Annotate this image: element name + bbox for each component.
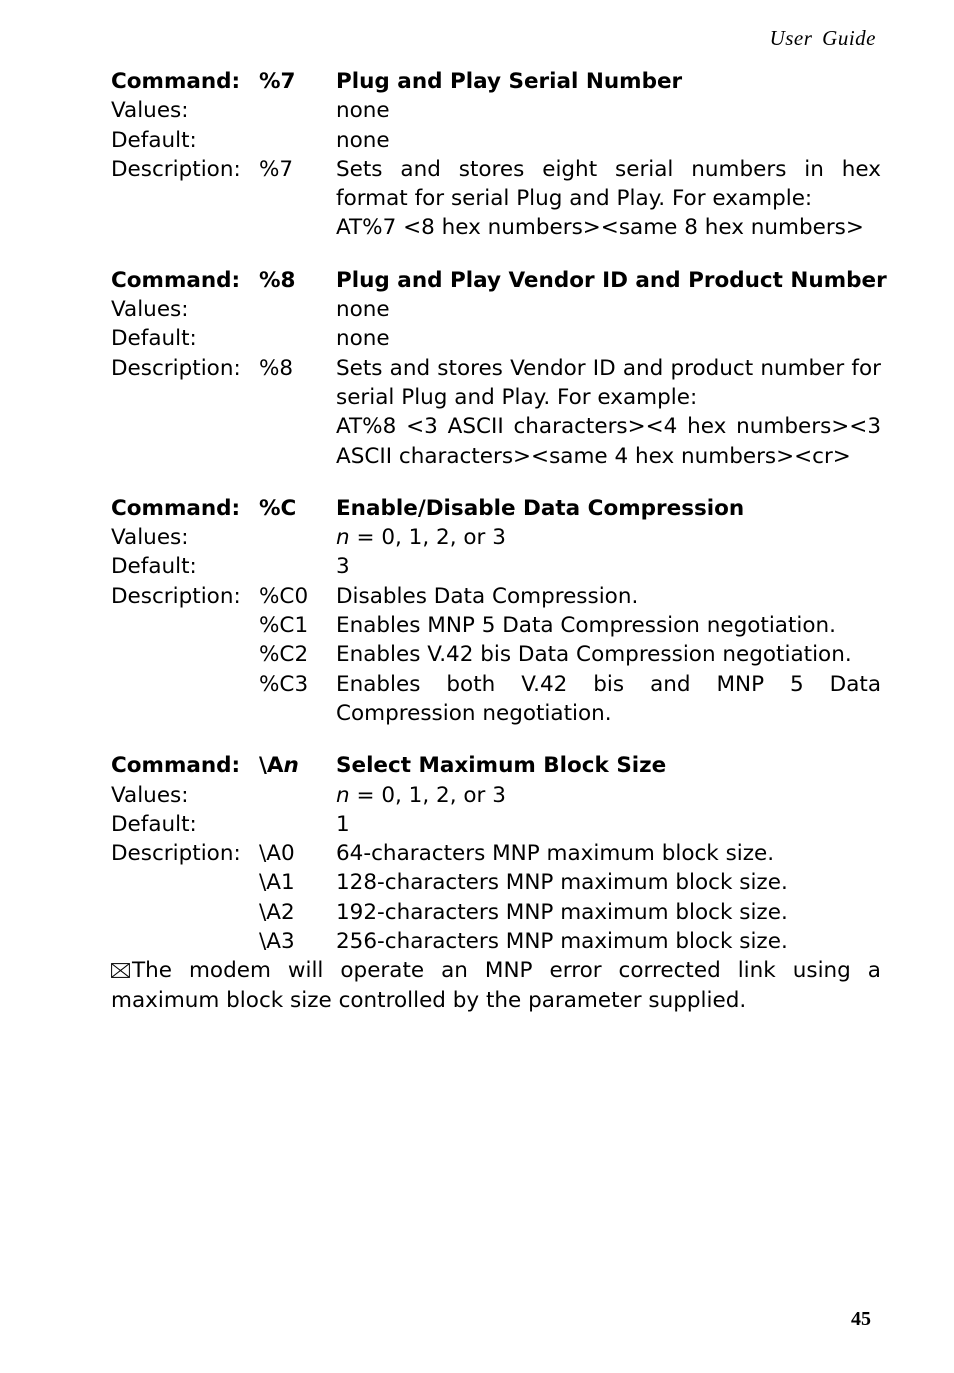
- command-row: [111, 494, 881, 523]
- description-row: [111, 611, 881, 640]
- description-text: Enables both V.42 bis and MNP 5 Data Compression negotiation.: [336, 671, 881, 726]
- description-label: Description:: [111, 355, 241, 381]
- values-text: n = 0, 1, 2, or 3: [336, 525, 506, 551]
- document-body: [111, 67, 887, 1015]
- description-row: [111, 927, 881, 956]
- description-text: 64-characters MNP maximum block size.: [336, 841, 775, 867]
- description-text: Enables MNP 5 Data Compression negotiation.: [336, 613, 836, 639]
- command-label: Command:: [111, 69, 241, 94]
- description-text: 128-characters MNP maximum block size.: [336, 870, 788, 896]
- command-label: Command:: [111, 753, 241, 779]
- command-title: Enable/Disable Data Compression: [336, 495, 745, 521]
- values-label: Values:: [111, 525, 189, 551]
- note-text: The modem will operate an MNP error corrected link using a maximum block size controlled by the parameter supplied.: [111, 958, 881, 1013]
- default-label: Default:: [111, 326, 197, 352]
- default-text: 1: [336, 811, 350, 837]
- description-text: Sets and stores eight serial numbers in hex format for serial Plug and Play. For example: AT%7 <8 hex numbers><same 8 hex numbers>: [336, 156, 881, 241]
- description-text: Enables V.42 bis Data Compression negotiation.: [336, 642, 852, 668]
- command-label: Command:: [111, 267, 241, 293]
- description-row: [111, 582, 881, 611]
- default-label: Default:: [111, 554, 197, 580]
- command-label: Command:: [111, 495, 241, 521]
- values-row: [111, 781, 881, 810]
- description-row: [111, 898, 881, 927]
- description-code: %C0: [259, 583, 309, 609]
- note-paragraph: [111, 956, 881, 1015]
- description-row: [111, 868, 881, 897]
- default-row: [111, 324, 881, 353]
- values-label: Values:: [111, 782, 189, 808]
- default-text: none: [336, 326, 390, 352]
- values-row: [111, 295, 881, 324]
- description-code: \A3: [259, 929, 295, 955]
- default-row: [111, 810, 881, 839]
- default-text: 3: [336, 554, 350, 580]
- description-code: %C2: [259, 642, 309, 668]
- values-label: Values:: [111, 297, 189, 323]
- description-text: Disables Data Compression.: [336, 583, 639, 609]
- description-label: Description:: [111, 156, 241, 182]
- command-code: %C: [259, 495, 297, 521]
- description-label: Description:: [111, 841, 241, 867]
- command-block-%C: [111, 494, 881, 728]
- variable-n: n: [283, 753, 299, 779]
- description-text: Sets and stores Vendor ID and product number for serial Plug and Play. For example: AT%8 <3 ASCII characters><4 hex numbers><3 ASCII characters><same 4 hex numbers><cr>: [336, 355, 881, 469]
- variable-n: n: [336, 525, 350, 551]
- command-code: %7: [259, 69, 296, 94]
- description-code: \A2: [259, 899, 295, 925]
- default-row: [111, 552, 881, 581]
- description-code: %C3: [259, 671, 309, 697]
- default-row: [111, 126, 881, 155]
- description-text: 192-characters MNP maximum block size.: [336, 899, 788, 925]
- default-label: Default:: [111, 811, 197, 837]
- command-block-%7: [111, 67, 881, 243]
- values-row: [111, 523, 881, 552]
- default-text: none: [336, 127, 390, 153]
- running-header: User Guide: [769, 26, 876, 50]
- command-title: Select Maximum Block Size: [336, 753, 667, 779]
- description-code: \A0: [259, 841, 295, 867]
- description-row: [111, 839, 881, 868]
- values-row: [111, 96, 881, 125]
- variable-n: n: [336, 782, 350, 808]
- values-text: n = 0, 1, 2, or 3: [336, 782, 506, 808]
- values-text: none: [336, 297, 390, 323]
- values-text: none: [336, 98, 390, 124]
- values-label: Values:: [111, 98, 189, 124]
- command-code: \An: [259, 753, 299, 779]
- description-row: [111, 640, 881, 669]
- description-row: [111, 155, 881, 243]
- command-title: Plug and Play Serial Number: [336, 69, 683, 94]
- description-code: %7: [259, 156, 294, 182]
- command-row: [111, 751, 881, 780]
- description-row: [111, 670, 881, 729]
- command-title: Plug and Play Vendor ID and Product Number: [336, 267, 887, 293]
- command-block-\An: [111, 751, 881, 956]
- description-label: Description:: [111, 583, 241, 609]
- description-text: 256-characters MNP maximum block size.: [336, 929, 788, 955]
- description-code: \A1: [259, 870, 295, 896]
- command-block-%8: [111, 266, 887, 471]
- command-row: [111, 266, 887, 295]
- description-code: %8: [259, 355, 294, 381]
- description-code: %C1: [259, 613, 309, 639]
- page-number: 45: [851, 1308, 871, 1330]
- envelope-icon: [111, 963, 130, 978]
- command-code: %8: [259, 267, 296, 293]
- description-row: [111, 354, 881, 471]
- command-row: [111, 67, 881, 96]
- default-label: Default:: [111, 127, 197, 153]
